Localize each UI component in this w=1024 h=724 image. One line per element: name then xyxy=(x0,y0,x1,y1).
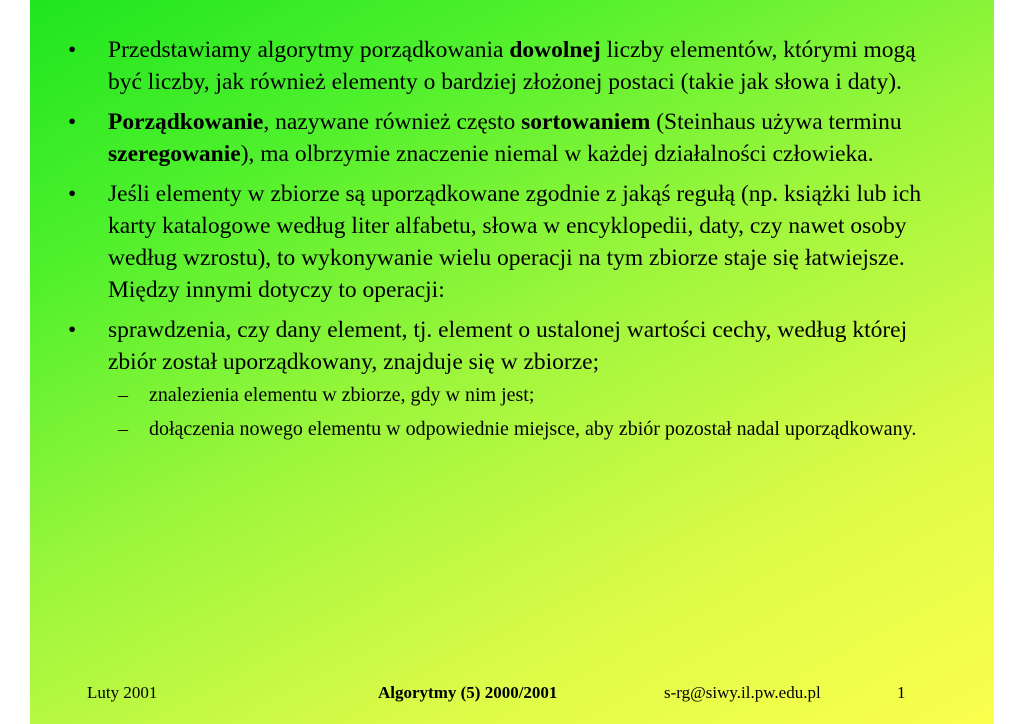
bullet-3 xyxy=(30,178,994,306)
bullet-1-text-b: liczby elementów, którymi mogą być liczby, jak również elementy o bardziej złożonej postaci (takie jak słowa i daty). xyxy=(108,37,916,95)
bullet-2-text-a: , nazywane również często xyxy=(263,109,522,135)
footer-email: s-rg@siwy.il.pw.edu.pl xyxy=(664,683,821,702)
sub-list-container xyxy=(30,380,994,444)
bullet-3-text: Jeśli elementy w zbiorze są uporządkowane zgodnie z jakąś regułą (np. książki lub ich karty katalogowe według liter alfabetu, słowa w encyklopedii, daty, czy nawet osoby według wzrostu), to wykonywanie wielu operacji na tym zbiorze staje się łatwiejsze. Między innymi dotyczy to operacji: xyxy=(108,181,922,303)
bullet-2-text-c: ), ma olbrzymie znaczenie niemal w każdej działalności człowieka. xyxy=(240,141,874,167)
footer-date: Luty 2001 xyxy=(87,683,158,702)
bullet-4-text: sprawdzenia, czy dany element, tj. element o ustalonej wartości cechy, według której zbiór został uporządkowany, znajduje się w zbiorze; xyxy=(108,317,908,375)
bullet-list xyxy=(30,34,994,448)
bullet-1-bold-dowolnej: dowolnej xyxy=(509,37,601,63)
bullet-2 xyxy=(30,106,994,170)
sub-item-1: – znalezienia elementu w zbiorze, gdy w nim jest; xyxy=(30,380,994,410)
slide xyxy=(30,0,994,724)
footer-title: Algorytmy (5) 2000/2001 xyxy=(378,683,558,702)
bullet-2-bold-sortowaniem: sortowaniem xyxy=(521,109,651,135)
bullet-4 xyxy=(30,314,994,378)
sub-item-2: – dołączenia nowego elementu w odpowiednie miejsce, aby zbiór pozostał nadal uporządkowany. xyxy=(30,414,994,444)
bullet-2-text-b: (Steinhaus używa terminu xyxy=(650,109,902,135)
bullet-2-bold-szeregowanie: szeregowanie xyxy=(108,141,241,167)
footer-page-number: 1 xyxy=(897,683,906,702)
bullet-1 xyxy=(30,34,994,98)
sub-list xyxy=(30,380,994,444)
bullet-1-text-a: Przedstawiamy algorytmy porządkowania xyxy=(108,37,510,63)
bullet-2-bold-porzadkowanie: Porządkowanie xyxy=(108,109,264,135)
